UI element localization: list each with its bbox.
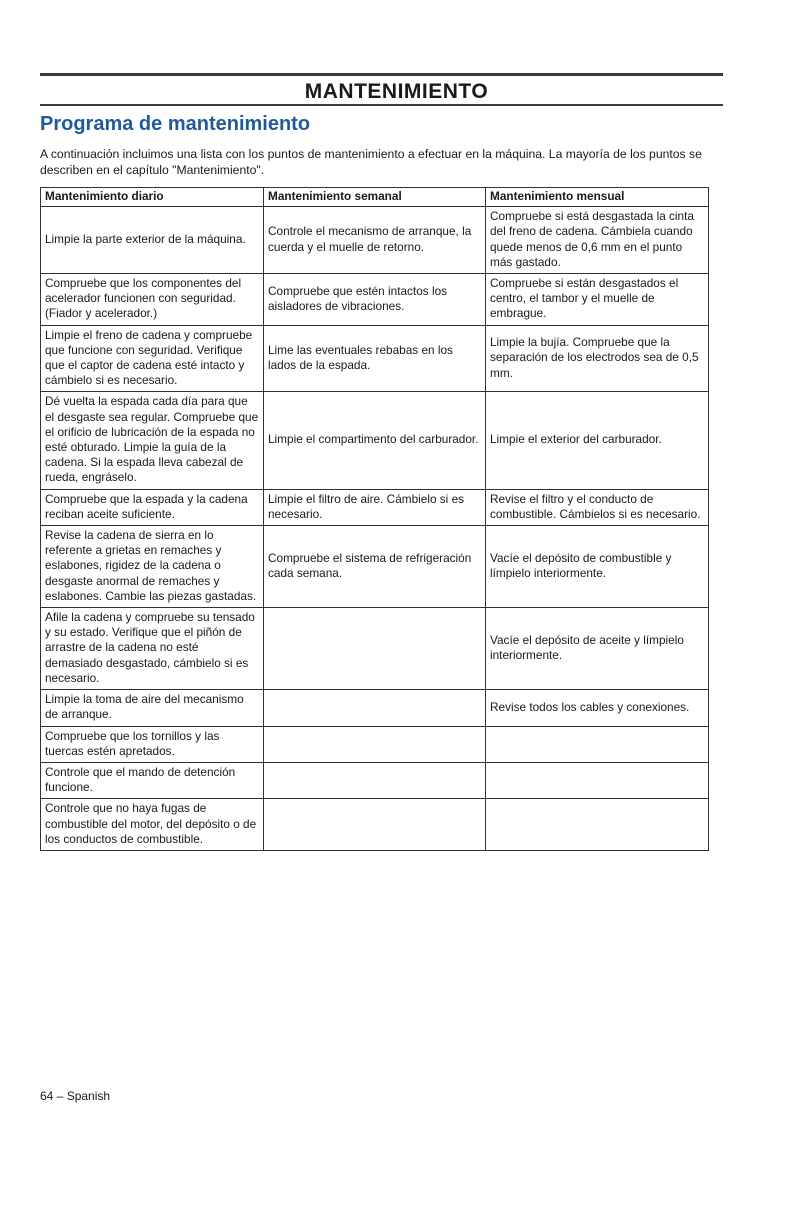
table-row bbox=[41, 726, 709, 762]
weekly-cell bbox=[264, 690, 486, 726]
maintenance-table bbox=[40, 187, 709, 851]
monthly-cell: Vacíe el depósito de aceite y límpielo interiormente. bbox=[486, 608, 709, 690]
table-row bbox=[41, 608, 709, 690]
weekly-cell: Controle el mecanismo de arranque, la cuerda y el muelle de retorno. bbox=[264, 207, 486, 274]
top-rule bbox=[40, 73, 723, 76]
header-daily: Mantenimiento diario bbox=[41, 188, 264, 207]
header-monthly: Mantenimiento mensual bbox=[486, 188, 709, 207]
table-row bbox=[41, 392, 709, 489]
weekly-cell: Limpie el filtro de aire. Cámbielo si es necesario. bbox=[264, 489, 486, 525]
weekly-cell bbox=[264, 608, 486, 690]
monthly-cell: Compruebe si está desgastada la cinta del freno de cadena. Cámbiela cuando quede menos de 0,6 mm en el punto más gastado. bbox=[486, 207, 709, 274]
weekly-cell: Compruebe que estén intactos los aisladores de vibraciones. bbox=[264, 274, 486, 326]
daily-cell: Controle que no haya fugas de combustible del motor, del depósito o de los conductos de combustible. bbox=[41, 799, 264, 851]
monthly-cell: Compruebe si están desgastados el centro, el tambor y el muelle de embrague. bbox=[486, 274, 709, 326]
monthly-cell bbox=[486, 726, 709, 762]
daily-cell: Compruebe que los componentes del acelerador funcionen con seguridad. (Fiador y acelerador.) bbox=[41, 274, 264, 326]
table-row bbox=[41, 526, 709, 608]
daily-cell: Revise la cadena de sierra en lo referente a grietas en remaches y eslabones, rigidez de la cadena o desgaste anormal de remaches y eslabones. Cambie las piezas gastadas. bbox=[41, 526, 264, 608]
daily-cell: Afile la cadena y compruebe su tensado y su estado. Verifique que el piñón de arrastre de la cadena no esté demasiado desgastado, cámbielo si es necesario. bbox=[41, 608, 264, 690]
section-title: MANTENIMIENTO bbox=[304, 80, 489, 103]
monthly-cell: Vacíe el depósito de combustible y límpielo interiormente. bbox=[486, 526, 709, 608]
daily-cell: Compruebe que la espada y la cadena reciban aceite suficiente. bbox=[41, 489, 264, 525]
weekly-cell bbox=[264, 726, 486, 762]
table-row bbox=[41, 799, 709, 851]
daily-cell: Limpie el freno de cadena y compruebe que funcione con seguridad. Verifique que el captor de cadena esté intacto y cámbielo si es necesario. bbox=[41, 325, 264, 392]
bottom-rule bbox=[40, 104, 723, 106]
header-weekly: Mantenimiento semanal bbox=[264, 188, 486, 207]
monthly-cell bbox=[486, 799, 709, 851]
daily-cell: Dé vuelta la espada cada día para que el desgaste sea regular. Compruebe que el orificio de lubricación de la espada no esté obturado. Limpie la guía de la cadena. Si la espada lleva cabezal de rueda, engráselo. bbox=[41, 392, 264, 489]
table-row bbox=[41, 762, 709, 798]
page-footer: 64 – Spanish bbox=[40, 1089, 111, 1103]
table-row bbox=[41, 325, 709, 392]
monthly-cell: Revise todos los cables y conexiones. bbox=[486, 690, 709, 726]
daily-cell: Compruebe que los tornillos y las tuercas estén apretados. bbox=[41, 726, 264, 762]
weekly-cell: Lime las eventuales rebabas en los lados de la espada. bbox=[264, 325, 486, 392]
monthly-cell: Revise el filtro y el conducto de combustible. Cámbielos si es necesario. bbox=[486, 489, 709, 525]
daily-cell: Controle que el mando de detención funcione. bbox=[41, 762, 264, 798]
weekly-cell: Limpie el compartimento del carburador. bbox=[264, 392, 486, 489]
weekly-cell bbox=[264, 762, 486, 798]
table-row bbox=[41, 274, 709, 326]
page-heading: Programa de mantenimiento bbox=[40, 113, 311, 135]
monthly-cell: Limpie la bujía. Compruebe que la separación de los electrodos sea de 0,5 mm. bbox=[486, 325, 709, 392]
table-row bbox=[41, 489, 709, 525]
table-header-row bbox=[41, 188, 709, 207]
intro-paragraph: A continuación incluimos una lista con los puntos de mantenimiento a efectuar en la máquina. La mayoría de los puntos se describen en el capítulo "Mantenimiento". bbox=[40, 147, 702, 177]
daily-cell: Limpie la toma de aire del mecanismo de arranque. bbox=[41, 690, 264, 726]
table-row bbox=[41, 690, 709, 726]
table-row bbox=[41, 207, 709, 274]
weekly-cell: Compruebe el sistema de refrigeración cada semana. bbox=[264, 526, 486, 608]
monthly-cell bbox=[486, 762, 709, 798]
monthly-cell: Limpie el exterior del carburador. bbox=[486, 392, 709, 489]
daily-cell: Limpie la parte exterior de la máquina. bbox=[41, 207, 264, 274]
weekly-cell bbox=[264, 799, 486, 851]
